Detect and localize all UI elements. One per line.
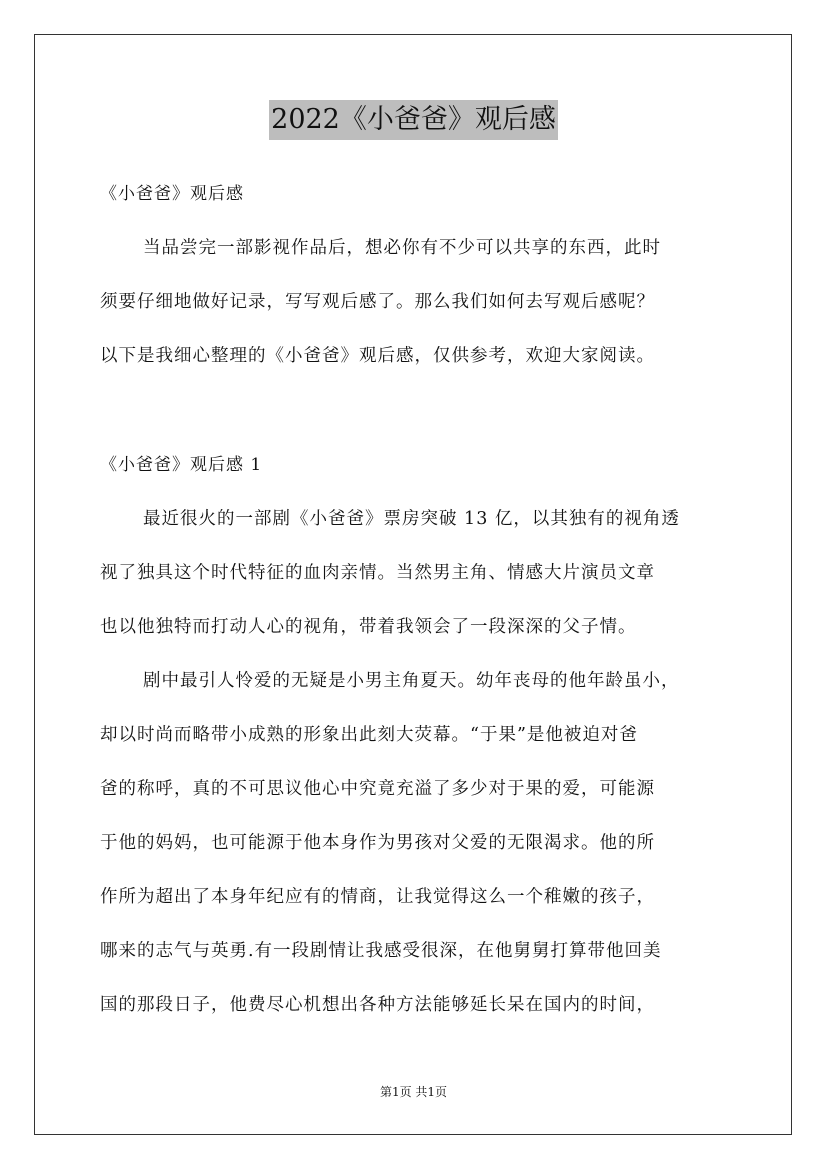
subtitle: 《小爸爸》观后感: [100, 184, 244, 204]
paragraph-line: 视了独具这个时代特征的血肉亲情。当然男主角、情感大片演员文章: [100, 563, 655, 583]
document-title: 2022《小爸爸》观后感: [269, 100, 558, 140]
paragraph-line: 也以他独特而打动人心的视角，带着我领会了一段深深的父子情。: [100, 617, 637, 637]
paragraph-line: 剧中最引人怜爱的无疑是小男主角夏天。幼年丧母的他年龄虽小，: [143, 671, 680, 691]
paragraph-line: 却以时尚而略带小成熟的形象出此刻大荧幕。“于果”是他被迫对爸: [100, 725, 638, 745]
intro-line: 须要仔细地做好记录，写写观后感了。那么我们如何去写观后感呢？: [100, 292, 655, 312]
paragraph-line: 于他的妈妈，也可能源于他本身作为男孩对父爱的无限渴求。他的所: [100, 833, 655, 853]
paragraph-line: 最近很火的一部剧《小爸爸》票房突破 13 亿，以其独有的视角透: [143, 509, 680, 529]
section-heading: 《小爸爸》观后感 1: [100, 455, 263, 475]
paragraph-line: 国的那段日子，他费尽心机想出各种方法能够延长呆在国内的时间，: [100, 995, 655, 1015]
intro-line: 当品尝完一部影视作品后，想必你有不少可以共享的东西，此时: [143, 238, 661, 258]
title-container: [0, 100, 827, 140]
paragraph-line: 作所为超出了本身年纪应有的情商，让我觉得这么一个稚嫩的孩子，: [100, 887, 655, 907]
intro-line: 以下是我细心整理的《小爸爸》观后感，仅供参考，欢迎大家阅读。: [100, 346, 655, 366]
paragraph-line: 爸的称呼，真的不可思议他心中究竟充溢了多少对于果的爱，可能源: [100, 779, 655, 799]
page-footer: 第1页 共1页: [379, 1085, 448, 1099]
paragraph-line: 哪来的志气与英勇.有一段剧情让我感受很深，在他舅舅打算带他回美: [100, 941, 662, 961]
